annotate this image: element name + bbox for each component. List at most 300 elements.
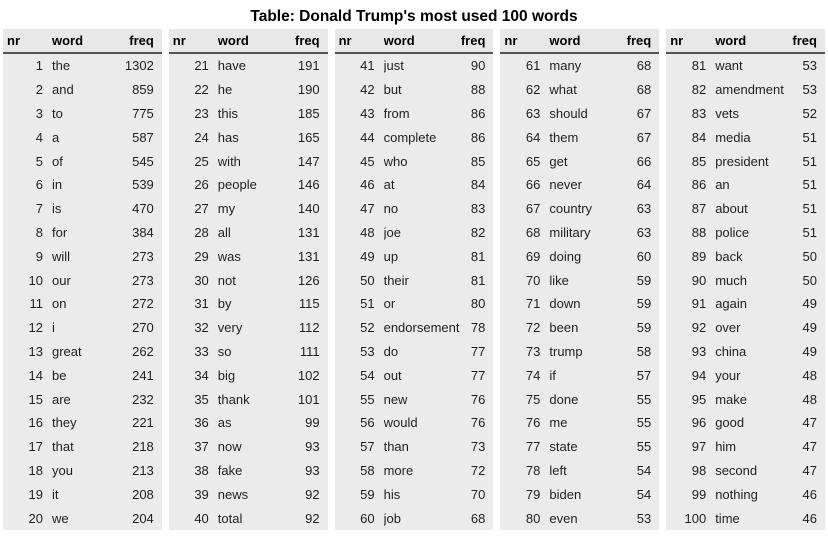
nr-cell: 53 xyxy=(360,343,375,359)
nr-cell: 64 xyxy=(525,129,541,145)
column-header-word: word xyxy=(52,33,84,48)
table-row xyxy=(666,102,825,126)
column-header-freq: freq xyxy=(460,33,486,48)
nr-cell: 3 xyxy=(35,105,43,121)
table-row xyxy=(335,292,494,316)
nr-cell: 45 xyxy=(360,153,375,169)
table-row xyxy=(500,387,659,411)
table-row xyxy=(3,387,162,411)
freq-cell: 51 xyxy=(802,177,817,193)
table-row xyxy=(335,54,494,78)
word-cell: military xyxy=(549,224,591,240)
freq-cell: 115 xyxy=(298,296,320,312)
word-cell: him xyxy=(715,439,737,455)
freq-cell: 82 xyxy=(470,224,486,240)
table-row xyxy=(3,149,162,173)
freq-cell: 73 xyxy=(470,439,486,455)
table-row xyxy=(335,340,494,364)
word-cell: your xyxy=(715,367,741,383)
freq-cell: 63 xyxy=(636,224,652,240)
column-header-word: word xyxy=(715,33,747,48)
freq-cell: 545 xyxy=(132,153,154,169)
table-row xyxy=(169,78,328,102)
nr-cell: 43 xyxy=(360,105,375,121)
table-row xyxy=(666,435,825,459)
freq-cell: 67 xyxy=(636,129,652,145)
word-cell: be xyxy=(52,367,67,383)
freq-cell: 49 xyxy=(802,296,817,312)
nr-cell: 96 xyxy=(691,415,707,431)
freq-cell: 102 xyxy=(297,367,320,383)
column-header-freq: freq xyxy=(792,33,817,48)
nr-cell: 1 xyxy=(35,58,43,74)
table-row xyxy=(3,411,162,435)
column-header-nr: nr xyxy=(338,33,352,48)
freq-cell: 1302 xyxy=(124,58,154,74)
nr-cell: 82 xyxy=(691,82,707,98)
table-row xyxy=(3,125,162,149)
word-cell: a xyxy=(52,129,60,145)
table-row xyxy=(335,125,494,149)
freq-cell: 86 xyxy=(470,105,486,121)
table-row xyxy=(666,173,825,197)
nr-cell: 79 xyxy=(525,486,541,502)
table-row xyxy=(3,173,162,197)
table-row xyxy=(169,292,328,316)
nr-cell: 12 xyxy=(28,320,43,336)
table-row xyxy=(169,387,328,411)
word-cell: want xyxy=(715,58,743,74)
nr-cell: 5 xyxy=(35,153,43,169)
table-row xyxy=(3,363,162,387)
table-row xyxy=(666,149,825,173)
freq-cell: 50 xyxy=(802,272,817,288)
nr-cell: 73 xyxy=(525,343,541,359)
word-cell: china xyxy=(715,343,747,359)
table-row xyxy=(3,268,162,292)
word-cell: would xyxy=(383,415,418,431)
freq-cell: 81 xyxy=(470,248,486,264)
word-cell: complete xyxy=(383,129,437,145)
freq-cell: 77 xyxy=(470,343,486,359)
word-cell: was xyxy=(217,248,241,264)
nr-cell: 46 xyxy=(360,177,375,193)
word-cell: many xyxy=(549,58,582,74)
table-row xyxy=(169,102,328,126)
table-row xyxy=(3,506,162,530)
word-cell: on xyxy=(52,296,67,312)
table-row xyxy=(3,221,162,245)
table-row xyxy=(500,482,659,506)
nr-cell: 90 xyxy=(691,272,707,288)
freq-cell: 273 xyxy=(132,248,154,264)
table-row xyxy=(335,482,494,506)
freq-cell: 76 xyxy=(470,391,486,407)
word-cell: make xyxy=(715,391,747,407)
freq-cell: 112 xyxy=(298,320,320,336)
nr-cell: 80 xyxy=(525,510,541,526)
word-cell: out xyxy=(383,367,402,383)
freq-cell: 90 xyxy=(470,58,486,74)
word-cell: up xyxy=(383,248,399,264)
freq-cell: 68 xyxy=(636,82,652,98)
nr-cell: 69 xyxy=(525,248,541,264)
word-cell: have xyxy=(217,58,246,74)
table-row xyxy=(3,482,162,506)
freq-cell: 126 xyxy=(297,272,320,288)
table-row xyxy=(3,316,162,340)
table-row xyxy=(335,244,494,268)
table-row xyxy=(3,197,162,221)
nr-cell: 26 xyxy=(194,177,209,193)
table-row xyxy=(3,244,162,268)
table-row xyxy=(500,54,659,78)
freq-cell: 50 xyxy=(802,248,817,264)
nr-cell: 87 xyxy=(691,201,707,217)
nr-cell: 68 xyxy=(525,224,541,240)
nr-cell: 17 xyxy=(28,439,43,455)
word-cell: from xyxy=(383,105,410,121)
nr-cell: 62 xyxy=(525,82,541,98)
freq-cell: 92 xyxy=(305,510,320,526)
nr-cell: 8 xyxy=(35,224,43,240)
table-row xyxy=(335,102,494,126)
freq-cell: 83 xyxy=(470,201,486,217)
nr-cell: 89 xyxy=(691,248,707,264)
word-cell: at xyxy=(383,177,395,193)
nr-cell: 25 xyxy=(194,153,209,169)
table-row xyxy=(169,149,328,173)
table-row xyxy=(500,268,659,292)
freq-cell: 59 xyxy=(636,272,652,288)
freq-cell: 48 xyxy=(802,391,817,407)
nr-cell: 48 xyxy=(360,224,375,240)
freq-cell: 49 xyxy=(802,320,817,336)
word-cell: country xyxy=(549,201,593,217)
nr-cell: 21 xyxy=(194,58,209,74)
freq-cell: 46 xyxy=(802,486,817,502)
word-cell: about xyxy=(715,201,748,217)
nr-cell: 37 xyxy=(194,439,209,455)
freq-cell: 221 xyxy=(132,415,154,431)
freq-cell: 63 xyxy=(636,201,652,217)
table-row xyxy=(500,340,659,364)
freq-cell: 775 xyxy=(132,105,154,121)
table-row xyxy=(500,197,659,221)
table-panel-5 xyxy=(666,29,825,530)
nr-cell: 77 xyxy=(525,439,541,455)
word-cell: if xyxy=(549,367,556,383)
freq-cell: 191 xyxy=(297,58,320,74)
table-row xyxy=(500,221,659,245)
table-row xyxy=(666,411,825,435)
word-cell: over xyxy=(715,320,741,336)
table-row xyxy=(666,54,825,78)
nr-cell: 91 xyxy=(691,296,707,312)
word-cell: we xyxy=(52,510,69,526)
freq-cell: 80 xyxy=(470,296,486,312)
table-row xyxy=(3,102,162,126)
nr-cell: 93 xyxy=(691,343,707,359)
word-cell: for xyxy=(52,224,68,240)
nr-cell: 31 xyxy=(194,296,209,312)
freq-cell: 85 xyxy=(470,153,486,169)
word-cell: thank xyxy=(217,391,250,407)
nr-cell: 56 xyxy=(360,415,375,431)
nr-cell: 66 xyxy=(525,177,541,193)
column-header-freq: freq xyxy=(295,33,320,48)
nr-cell: 59 xyxy=(360,486,375,502)
freq-cell: 470 xyxy=(132,201,154,217)
freq-cell: 55 xyxy=(636,391,652,407)
nr-cell: 44 xyxy=(360,129,375,145)
table-row xyxy=(666,244,825,268)
word-cell: our xyxy=(52,272,71,288)
freq-cell: 165 xyxy=(297,129,320,145)
word-cell: news xyxy=(217,486,249,502)
table-row xyxy=(335,221,494,245)
nr-cell: 81 xyxy=(691,58,707,74)
word-cell: my xyxy=(217,201,236,217)
word-cell: very xyxy=(217,320,243,336)
table-row xyxy=(169,316,328,340)
nr-cell: 76 xyxy=(525,415,541,431)
table-header-row xyxy=(169,29,328,52)
freq-cell: 48 xyxy=(802,367,817,383)
nr-cell: 92 xyxy=(691,320,707,336)
table-row xyxy=(500,244,659,268)
word-cell: good xyxy=(715,415,745,431)
table-row xyxy=(169,197,328,221)
freq-cell: 76 xyxy=(470,415,486,431)
table-panel-1 xyxy=(3,29,162,530)
nr-cell: 86 xyxy=(691,177,707,193)
table-row xyxy=(169,482,328,506)
nr-cell: 88 xyxy=(691,224,707,240)
freq-cell: 213 xyxy=(132,462,154,478)
freq-cell: 140 xyxy=(297,201,320,217)
table-row xyxy=(169,506,328,530)
column-header-word: word xyxy=(549,33,581,48)
column-header-nr: nr xyxy=(670,33,684,48)
word-cell: an xyxy=(715,177,730,193)
freq-cell: 262 xyxy=(132,343,154,359)
word-cell: big xyxy=(217,367,236,383)
nr-cell: 71 xyxy=(525,296,541,312)
word-cell: new xyxy=(383,391,408,407)
table-row xyxy=(335,435,494,459)
nr-cell: 22 xyxy=(194,82,209,98)
table-row xyxy=(3,459,162,483)
table-row xyxy=(500,316,659,340)
word-cell: get xyxy=(549,153,568,169)
freq-cell: 66 xyxy=(636,153,652,169)
word-cell: in xyxy=(52,177,63,193)
nr-cell: 4 xyxy=(35,129,43,145)
word-cell: of xyxy=(52,153,63,169)
word-cell: is xyxy=(52,201,62,217)
table-row xyxy=(3,54,162,78)
freq-cell: 93 xyxy=(305,462,320,478)
nr-cell: 34 xyxy=(194,367,209,383)
word-cell: even xyxy=(549,510,578,526)
word-cell: done xyxy=(549,391,579,407)
nr-cell: 18 xyxy=(28,462,43,478)
table-row xyxy=(666,387,825,411)
table-row xyxy=(500,506,659,530)
freq-cell: 232 xyxy=(132,391,154,407)
freq-cell: 58 xyxy=(636,343,652,359)
table-row xyxy=(335,149,494,173)
freq-cell: 51 xyxy=(802,153,817,169)
table-row xyxy=(3,292,162,316)
word-cell: will xyxy=(52,248,71,264)
table-panel-4 xyxy=(500,29,659,530)
word-cell: as xyxy=(217,415,232,431)
freq-cell: 84 xyxy=(470,177,486,193)
nr-cell: 85 xyxy=(691,153,707,169)
table-row xyxy=(666,268,825,292)
nr-cell: 51 xyxy=(360,296,375,312)
word-cell: more xyxy=(383,462,414,478)
nr-cell: 54 xyxy=(360,367,375,383)
table-row xyxy=(169,411,328,435)
freq-cell: 53 xyxy=(636,510,652,526)
word-cell: president xyxy=(715,153,769,169)
nr-cell: 19 xyxy=(28,486,43,502)
word-cell: you xyxy=(52,462,73,478)
table-row xyxy=(500,292,659,316)
nr-cell: 33 xyxy=(194,343,209,359)
table-row xyxy=(335,363,494,387)
nr-cell: 58 xyxy=(360,462,375,478)
table-header-row xyxy=(666,29,825,52)
word-cell: time xyxy=(715,510,740,526)
word-cell: people xyxy=(217,177,257,193)
table-row xyxy=(335,506,494,530)
table-row xyxy=(666,78,825,102)
freq-cell: 208 xyxy=(132,486,154,502)
table-row xyxy=(500,102,659,126)
table-row xyxy=(500,363,659,387)
nr-cell: 94 xyxy=(691,367,707,383)
word-cell: vets xyxy=(715,105,740,121)
table-row xyxy=(169,221,328,245)
freq-cell: 72 xyxy=(470,462,486,478)
nr-cell: 74 xyxy=(525,367,541,383)
nr-cell: 2 xyxy=(35,82,43,98)
word-cell: than xyxy=(383,439,409,455)
word-cell: to xyxy=(52,105,63,121)
table-row xyxy=(666,363,825,387)
table-row xyxy=(335,459,494,483)
word-cell: me xyxy=(549,415,568,431)
word-cell: biden xyxy=(549,486,582,502)
nr-cell: 10 xyxy=(28,272,43,288)
freq-cell: 272 xyxy=(132,296,154,312)
word-cell: just xyxy=(383,58,404,74)
nr-cell: 60 xyxy=(360,510,375,526)
word-cell: their xyxy=(383,272,409,288)
table-row xyxy=(335,268,494,292)
nr-cell: 65 xyxy=(525,153,541,169)
column-header-nr: nr xyxy=(504,33,518,48)
word-cell: like xyxy=(549,272,569,288)
freq-cell: 52 xyxy=(802,105,817,121)
nr-cell: 49 xyxy=(360,248,375,264)
freq-cell: 59 xyxy=(636,296,652,312)
freq-cell: 78 xyxy=(470,320,486,336)
nr-cell: 15 xyxy=(28,391,43,407)
freq-cell: 47 xyxy=(802,415,817,431)
freq-cell: 47 xyxy=(802,439,817,455)
table-row xyxy=(500,78,659,102)
nr-cell: 11 xyxy=(29,296,43,312)
freq-cell: 68 xyxy=(470,510,486,526)
table-row xyxy=(3,435,162,459)
table-row xyxy=(500,125,659,149)
table-row xyxy=(500,173,659,197)
nr-cell: 35 xyxy=(194,391,209,407)
word-cell: i xyxy=(52,320,55,336)
table-row xyxy=(335,316,494,340)
nr-cell: 67 xyxy=(525,201,541,217)
table-row xyxy=(169,54,328,78)
nr-cell: 28 xyxy=(194,224,209,240)
nr-cell: 6 xyxy=(35,177,43,193)
column-header-nr: nr xyxy=(7,33,20,48)
word-cell: total xyxy=(217,510,243,526)
nr-cell: 9 xyxy=(35,248,43,264)
word-cell: left xyxy=(549,462,567,478)
nr-cell: 42 xyxy=(360,82,375,98)
nr-cell: 29 xyxy=(194,248,209,264)
nr-cell: 27 xyxy=(194,201,209,217)
word-cell: all xyxy=(217,224,231,240)
word-cell: fake xyxy=(217,462,243,478)
freq-cell: 270 xyxy=(132,320,154,336)
word-cell: or xyxy=(383,296,396,312)
table-panel-2 xyxy=(169,29,328,530)
column-header-freq: freq xyxy=(129,33,154,48)
freq-cell: 49 xyxy=(802,343,817,359)
nr-cell: 63 xyxy=(525,105,541,121)
word-cell: job xyxy=(383,510,401,526)
word-cell: endorsement xyxy=(383,320,460,336)
freq-cell: 539 xyxy=(132,177,154,193)
freq-cell: 55 xyxy=(636,415,652,431)
nr-cell: 47 xyxy=(360,201,375,217)
table-row xyxy=(666,221,825,245)
word-cell: amendment xyxy=(715,82,784,98)
freq-cell: 51 xyxy=(802,201,817,217)
freq-cell: 53 xyxy=(802,82,817,98)
word-cell: the xyxy=(52,58,71,74)
nr-cell: 98 xyxy=(691,462,707,478)
freq-cell: 54 xyxy=(636,462,652,478)
word-cell: now xyxy=(217,439,242,455)
nr-cell: 41 xyxy=(360,58,375,74)
word-cell: that xyxy=(52,439,74,455)
freq-cell: 273 xyxy=(132,272,154,288)
nr-cell: 83 xyxy=(691,105,707,121)
table-row xyxy=(169,173,328,197)
freq-cell: 111 xyxy=(299,343,320,359)
word-cell: are xyxy=(52,391,71,407)
word-cell: police xyxy=(715,224,750,240)
freq-cell: 92 xyxy=(305,486,320,502)
word-cell: media xyxy=(715,129,751,145)
